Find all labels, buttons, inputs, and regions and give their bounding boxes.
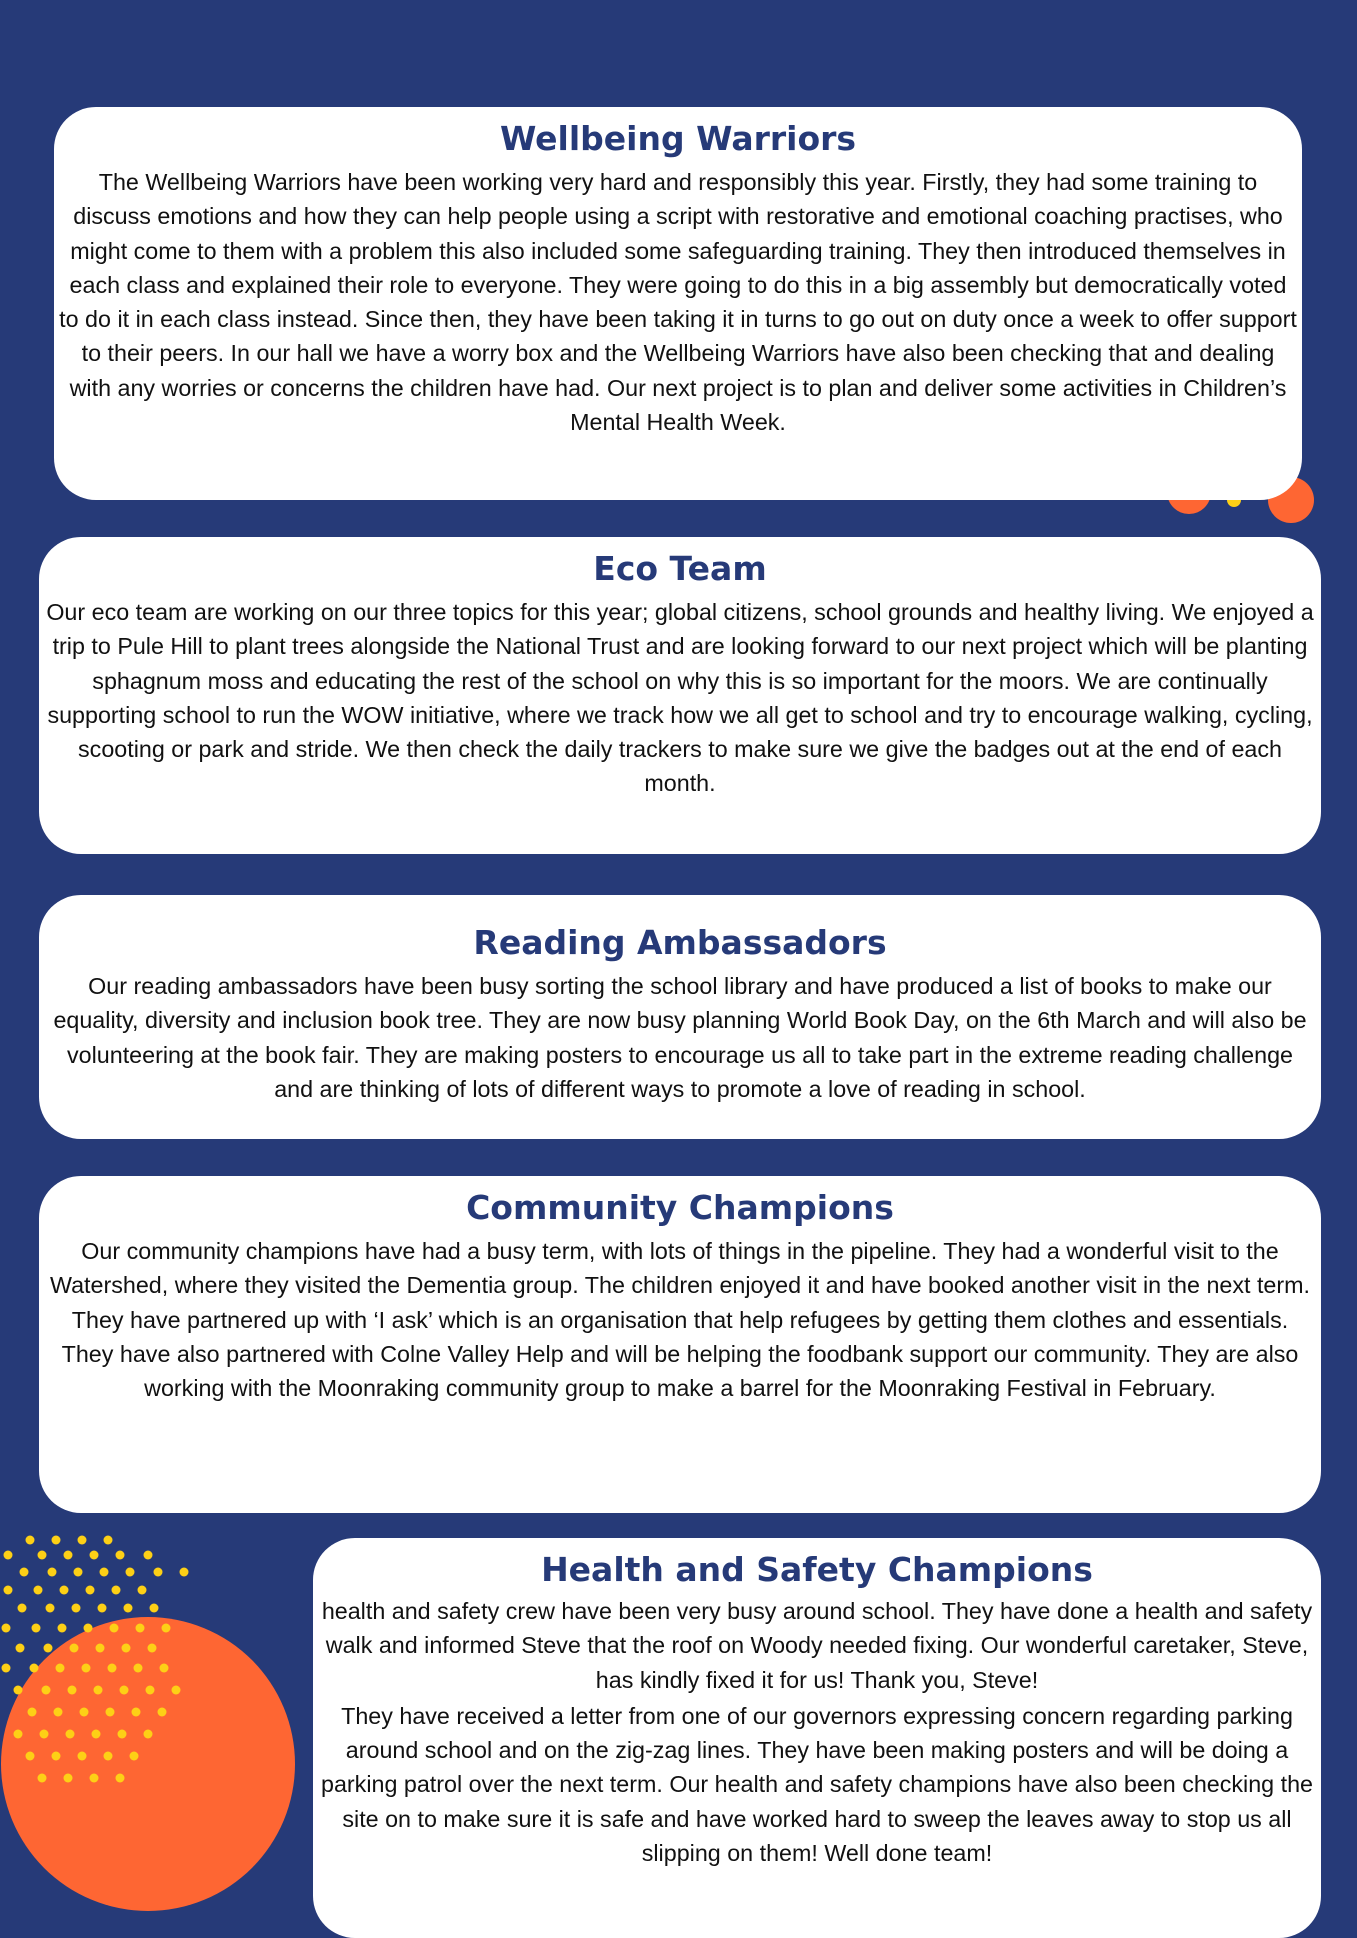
yellow-dot	[108, 1664, 117, 1673]
yellow-dot	[150, 1604, 159, 1613]
yellow-dot	[158, 1708, 167, 1717]
reading-ambassadors-body: Our reading ambassadors have been busy sorting the school library and have produced a list of books to make our equality, diversity and inclusion book tree. They are now busy planning World Book Day, on the 6th March and will also be volunteering at the book fair. They are making posters to encourage us all to take part in the extreme reading challenge and are thinking of lots of different ways to promote a love of reading in school.	[53, 973, 1307, 1102]
yellow-dot	[52, 1536, 61, 1545]
yellow-dot	[100, 1568, 109, 1577]
community-champions-title: Community Champions	[466, 1188, 894, 1227]
yellow-dot	[90, 1551, 99, 1560]
yellow-dot	[60, 1586, 69, 1595]
yellow-dot	[30, 1664, 39, 1673]
yellow-dot	[56, 1664, 65, 1673]
eco-team-card	[39, 537, 1321, 854]
health-safety-champions-body-2: They have received a letter from one of our governors expressing concern regarding parking around school and on the zig-zag lines. They have been making posters and will be doing a parking patrol over the next term. Our health and safety champions have also been checking the site on to make sure it is safe and have worked hard to sweep the leaves away to stop us all slipping on them! Well done team!	[321, 1702, 1313, 1867]
reading-ambassadors-title: Reading Ambassadors	[473, 923, 887, 962]
community-champions-card	[39, 1176, 1321, 1513]
yellow-dot	[70, 1644, 79, 1653]
health-safety-champions-card	[313, 1538, 1321, 1938]
yellow-dot	[92, 1730, 101, 1739]
yellow-dot	[28, 1708, 37, 1717]
yellow-dot	[118, 1730, 127, 1739]
yellow-dot	[84, 1624, 93, 1633]
eco-team-title: Eco Team	[593, 549, 767, 588]
yellow-dot	[42, 1686, 51, 1695]
yellow-dot	[144, 1551, 153, 1560]
yellow-dot	[46, 1604, 55, 1613]
yellow-dot	[98, 1604, 107, 1613]
yellow-dot	[96, 1644, 105, 1653]
yellow-dot	[2, 1624, 11, 1633]
yellow-dot	[78, 1536, 87, 1545]
yellow-dot	[144, 1730, 153, 1739]
yellow-dot	[48, 1568, 57, 1577]
yellow-dot	[154, 1568, 163, 1577]
yellow-dot	[44, 1644, 53, 1653]
yellow-dot	[110, 1624, 119, 1633]
yellow-dot	[4, 1586, 13, 1595]
orange-circle-shape	[1, 1617, 295, 1911]
yellow-dot	[20, 1568, 29, 1577]
eco-team-body: Our eco team are working on our three topics for this year; global citizens, school grounds and healthy living. We enjoyed a trip to Pule Hill to plant trees alongside the National Trust and are looking forward to our next project which will be planting sphagnum moss and educating the rest of the school on why this is so important for the moors. We are continually supporting school to run the WOW initiative, where we track how we all get to school and try to encourage walking, cycling, scooting or park and stride. We then check the daily trackers to make sure we give the badges out at the end of each month.	[46, 599, 1314, 797]
yellow-dot	[160, 1664, 169, 1673]
yellow-dot	[26, 1536, 35, 1545]
yellow-dot	[120, 1686, 129, 1695]
yellow-dot	[74, 1568, 83, 1577]
yellow-dot	[106, 1708, 115, 1717]
yellow-dot	[122, 1644, 131, 1653]
yellow-dot	[80, 1708, 89, 1717]
yellow-dot	[72, 1604, 81, 1613]
yellow-dot	[4, 1551, 13, 1560]
yellow-dot	[78, 1752, 87, 1761]
yellow-dot	[146, 1686, 155, 1695]
yellow-dot	[38, 1774, 47, 1783]
yellow-dot	[16, 1644, 25, 1653]
yellow-dot	[162, 1624, 171, 1633]
yellow-dot	[54, 1708, 63, 1717]
yellow-dot	[40, 1730, 49, 1739]
yellow-dot	[64, 1551, 73, 1560]
yellow-dot	[180, 1568, 189, 1577]
wellbeing-warriors-title: Wellbeing Warriors	[499, 119, 857, 158]
yellow-dot	[148, 1644, 157, 1653]
yellow-dot	[126, 1568, 135, 1577]
yellow-dot	[138, 1586, 147, 1595]
yellow-dot	[104, 1752, 113, 1761]
yellow-dot	[52, 1752, 61, 1761]
yellow-dot	[58, 1624, 67, 1633]
health-safety-champions-title: Health and Safety Champions	[541, 1550, 1093, 1589]
yellow-dot	[124, 1604, 133, 1613]
yellow-dot	[26, 1752, 35, 1761]
yellow-dot	[90, 1774, 99, 1783]
yellow-dot	[116, 1774, 125, 1783]
yellow-dot	[104, 1536, 113, 1545]
yellow-dot	[116, 1551, 125, 1560]
yellow-dot	[14, 1686, 23, 1695]
yellow-dot	[112, 1586, 121, 1595]
yellow-dot	[14, 1730, 23, 1739]
reading-ambassadors-card	[39, 895, 1321, 1139]
community-champions-body: Our community champions have had a busy term, with lots of things in the pipeline. They had a wonderful visit to the Watershed, where they visited the Dementia group. The children enjoyed it and have booked another visit in the next term. They have partnered up with ‘I ask’ which is an organisation that help refugees by getting them clothes and essentials. They have also partnered with Colne Valley Help and will be helping the foodbank support our community. They are also working with the Moonraking community group to make a barrel for the Moonraking Festival in February.	[49, 1238, 1311, 1402]
yellow-dot	[68, 1686, 77, 1695]
yellow-dot	[134, 1664, 143, 1673]
yellow-dot	[94, 1686, 103, 1695]
yellow-dot	[86, 1586, 95, 1595]
yellow-dot	[38, 1551, 47, 1560]
yellow-dot	[130, 1752, 139, 1761]
yellow-dot	[64, 1774, 73, 1783]
wellbeing-warriors-body: The Wellbeing Warriors have been working very hard and responsibly this year. Firstly, they had some training to discuss emotions and how they can help people using a script with restorative and emotional coaching practises, who might come to them with a problem this also included some safeguarding training. They then introduced themselves in each class and explained their role to everyone. They were going to do this in a big assembly but democratically voted to do it in each class instead. Since then, they have been taking it in turns to go out on duty once a week to offer support to their peers. In our hall we have a worry box and the Wellbeing Warriors have also been checking that and dealing with any worries or concerns the children have had. Our next project is to plan and deliver some activities in Children’s Mental Health Week.	[59, 169, 1297, 436]
yellow-dot	[18, 1604, 27, 1613]
yellow-dot	[172, 1686, 181, 1695]
yellow-dot	[34, 1586, 43, 1595]
yellow-dot	[136, 1624, 145, 1633]
wellbeing-warriors-card	[54, 107, 1302, 500]
yellow-dot	[32, 1624, 41, 1633]
yellow-dot	[82, 1664, 91, 1673]
yellow-dot	[2, 1664, 11, 1673]
yellow-dot	[66, 1730, 75, 1739]
yellow-dot	[132, 1708, 141, 1717]
health-safety-champions-body: health and safety crew have been very busy around school. They have done a health and safety walk and informed Steve that the roof on Woody needed fixing. Our wonderful caretaker, Steve, has kindly fixed it for us! Thank you, Steve!	[321, 1598, 1313, 1693]
